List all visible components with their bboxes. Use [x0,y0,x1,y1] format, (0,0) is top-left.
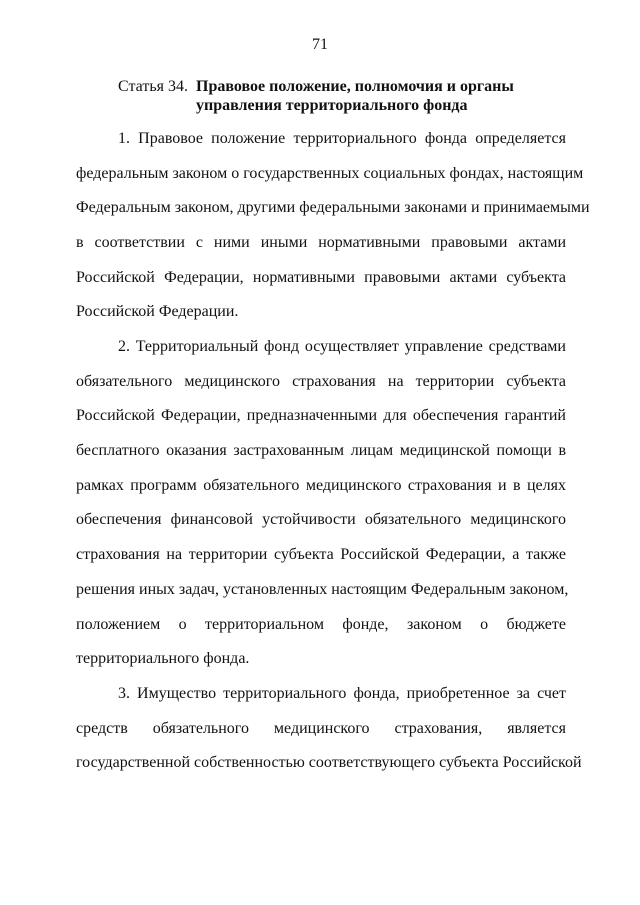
paragraph-line: 1. Правовое положение территориального фонда определяется [118,130,566,147]
paragraph-1 [76,122,590,330]
paragraph-line: страхования на территории субъекта Российской Федерации, а также [76,546,566,564]
paragraph-line: Российской Федерации, предназначенными для обеспечения гарантий [76,407,566,425]
paragraph-line: Федеральным законом, другими федеральными законами и принимаемыми [76,199,590,217]
paragraph-line: обеспечения финансовой устойчивости обязательного медицинского [76,511,566,529]
paragraph-line: решения иных задач, установленных настоящим Федеральным законом, [76,580,569,598]
article-heading [118,77,578,115]
paragraph-line: федеральным законом о государственных социальных фондах, настоящим [76,164,584,182]
paragraph-line: 3. Имущество территориального фонда, приобретенное за счет [118,685,566,702]
paragraph-line: 2. Территориальный фонд осуществляет управление средствами [118,338,566,355]
paragraph-line: обязательного медицинского страхования на территории субъекта [76,372,566,390]
article-title-line: Правовое положение, полномочия и органы [196,78,514,95]
paragraph-line: бесплатного оказания застрахованным лицам медицинской помощи в [76,442,566,460]
article-label: Статья 34. [118,78,188,95]
paragraph-2 [76,330,569,677]
paragraph-line: Российской Федерации. [76,303,239,321]
paragraph-line: в соответствии с ними иными нормативными правовыми актами [76,234,566,252]
paragraph-line: Российской Федерации, нормативными правовыми актами субъекта [76,268,566,286]
paragraph-3 [76,677,582,781]
paragraph-line: рамках программ обязательного медицинского страхования и в целях [76,476,566,494]
article-title-line: управления территориального фонда [196,97,468,114]
paragraph-line: положением о территориальном фонде, законом о бюджете [76,615,566,633]
page-number: 71 [312,36,328,53]
article-title [196,77,566,115]
paragraph-line: территориального фонда. [76,650,250,668]
paragraph-line: средств обязательного медицинского страхования, является [76,719,566,737]
paragraph-line: государственной собственностью соответствующего субъекта Российской [76,754,582,772]
